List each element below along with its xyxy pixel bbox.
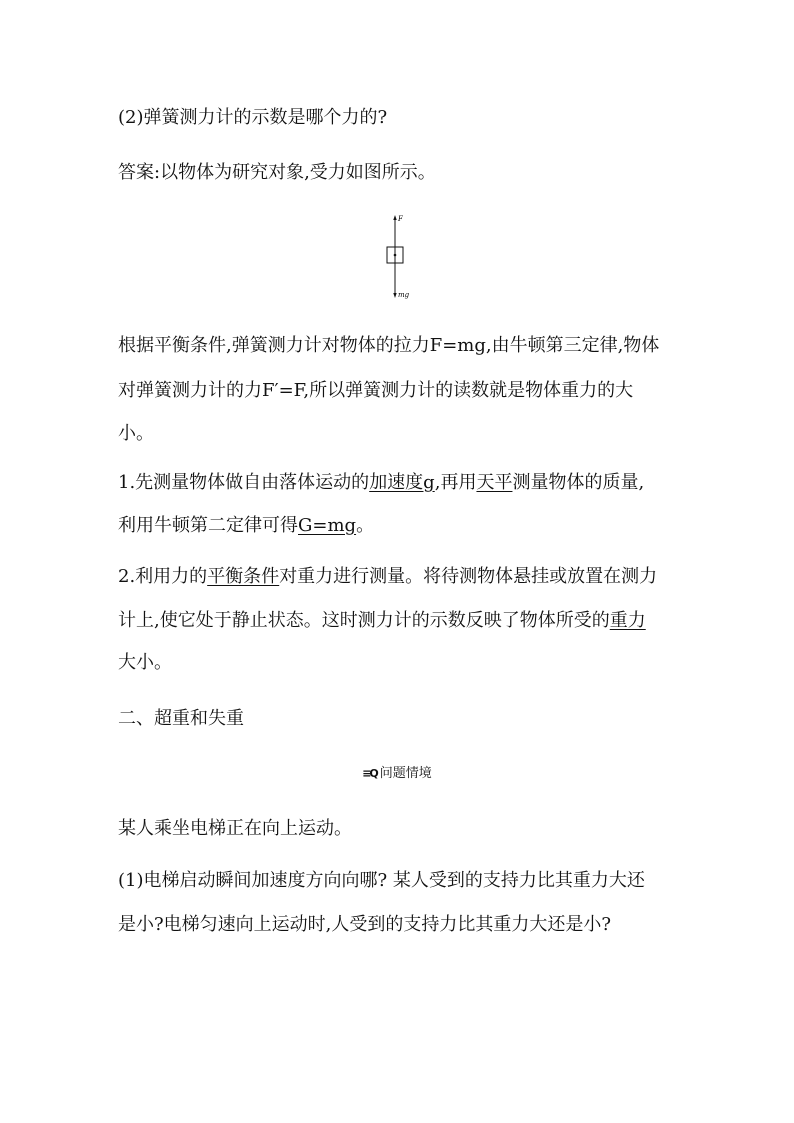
- question-2: (2)弹簧测力计的示数是哪个力的?: [118, 107, 388, 128]
- item-2-line-2: 计上,使它处于静止状态。这时测力计的示数反映了物体所受的重力: [118, 610, 646, 631]
- question-1-line-2: 是小?电梯匀速向上运动时,人受到的支持力比其重力大还是小?: [118, 914, 612, 935]
- explain-line-2: 对弹簧测力计的力F′=F,所以弹簧测力计的读数就是物体重力的大: [118, 380, 634, 401]
- underline-formula: G=mg: [298, 515, 357, 536]
- force-label-mg: mg: [398, 291, 410, 299]
- item-1-line-1: 1.先测量物体做自由落体运动的加速度g,再用天平测量物体的质量,: [118, 472, 645, 493]
- explain-line-1: 根据平衡条件,弹簧测力计对物体的拉力F=mg,由牛顿第三定律,物体: [118, 335, 660, 356]
- underline-equilibrium: 平衡条件: [207, 566, 280, 587]
- situation-label: ≡Q 问题情境: [362, 766, 432, 781]
- explain-line-3: 小。: [118, 423, 154, 444]
- section-heading: 二、超重和失重: [118, 708, 244, 729]
- underline-balance: 天平: [476, 472, 513, 493]
- question-1-line-1: (1)电梯启动瞬间加速度方向向哪? 某人受到的支持力比其重力大还: [118, 870, 645, 891]
- answer-intro: 答案:以物体为研究对象,受力如图所示。: [118, 162, 436, 183]
- arrow-down: [393, 293, 396, 298]
- question-icon: ≡Q: [362, 767, 377, 780]
- force-diagram: [380, 210, 420, 304]
- item-2-line-3: 大小。: [118, 652, 172, 673]
- scenario-text: 某人乘坐电梯正在向上运动。: [118, 818, 352, 839]
- arrow-up: [393, 215, 396, 220]
- item-1-line-2: 利用牛顿第二定律可得G=mg。: [118, 515, 375, 536]
- center-dot: [394, 254, 397, 257]
- underline-gravity: 重力: [609, 610, 646, 631]
- item-2-line-1: 2.利用力的平衡条件对重力进行测量。将待测物体悬挂或放置在测力: [118, 566, 658, 587]
- force-label-F: F: [398, 215, 403, 223]
- underline-acceleration: 加速度g: [369, 472, 435, 493]
